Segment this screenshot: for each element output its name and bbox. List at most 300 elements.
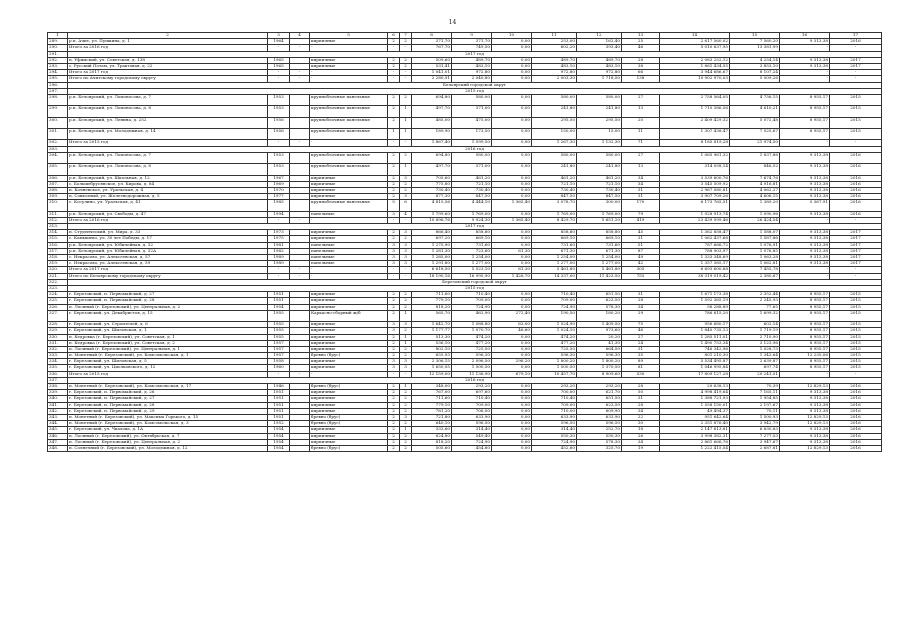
- table-cell: 2017: [830, 248, 882, 254]
- table-cell: 7 674,76: [730, 175, 780, 181]
- table-cell: 2016: [830, 427, 882, 433]
- table-cell: кирпичные: [310, 230, 388, 236]
- table-cell: 2017: [830, 261, 882, 267]
- table-cell: 724,90: [532, 304, 577, 310]
- table-cell: [290, 445, 310, 451]
- table-cell: 295,50: [532, 117, 577, 128]
- table-cell: 3: [400, 230, 412, 236]
- table-cell: 818,20: [412, 304, 452, 310]
- table-cell: кирпичные: [310, 346, 388, 352]
- table-cell: 293,20: [577, 384, 622, 390]
- table-cell: 1967: [268, 175, 290, 181]
- table-row: [48, 106, 882, 117]
- table-cell: 767,70: [412, 45, 452, 51]
- table-cell: 0,00: [492, 242, 532, 248]
- table-cell: панельные: [310, 242, 388, 248]
- table-cell: 1: [400, 117, 412, 128]
- table-cell: Итого за 2017 год: [68, 70, 268, 76]
- table-cell: 2: [400, 445, 412, 451]
- table-cell: 38: [622, 63, 660, 69]
- table-cell: -: [780, 217, 830, 223]
- table-cell: 0,00: [492, 384, 532, 390]
- table-cell: 2 617 560,02: [660, 39, 730, 45]
- table-cell: 2 710,90: [730, 334, 780, 340]
- table-cell: 1 267,30: [532, 140, 577, 146]
- table-cell: 1: [400, 310, 412, 321]
- table-cell: 332.: [48, 346, 68, 352]
- table-cell: 2016: [830, 181, 882, 187]
- table-cell: 2015: [830, 353, 882, 359]
- table-cell: 2016: [830, 396, 882, 402]
- table-cell: 787 666,72: [660, 242, 730, 248]
- table-cell: 2: [388, 445, 400, 451]
- table-cell: 2: [388, 181, 400, 187]
- table-cell: 4 756,15: [730, 94, 780, 105]
- table-cell: -: [830, 140, 882, 146]
- table-cell: крупноблочные панельные: [310, 164, 388, 175]
- table-cell: 609,90: [577, 408, 622, 414]
- table-cell: п. Совхозный, ул. Железнодорожная, д. 5: [68, 194, 268, 200]
- table-cell: 46,60: [492, 328, 532, 334]
- table-cell: 2: [388, 94, 400, 105]
- table-cell: 679,10: [492, 371, 532, 377]
- table-cell: -: [400, 273, 412, 279]
- table-cell: 1: [400, 164, 412, 175]
- table-cell: 725,50: [532, 346, 577, 352]
- table-cell: 1 642,70: [412, 322, 452, 328]
- table-cell: п. Студенческий, ул. Мира, д. 33: [68, 230, 268, 236]
- table-cell: 474,20: [532, 334, 577, 340]
- table-cell: 28: [622, 402, 660, 408]
- table-cell: 31: [622, 346, 660, 352]
- row-number: 323.: [48, 285, 68, 291]
- table-cell: 731,60: [577, 242, 622, 248]
- table-cell: 20 638,13: [660, 384, 730, 390]
- table-cell: 31: [622, 194, 660, 200]
- table-cell: 298.: [48, 94, 68, 105]
- table-cell: 3 942,79: [730, 421, 780, 427]
- table-cell: 2016: [830, 384, 882, 390]
- table-cell: 2: [388, 39, 400, 45]
- table-cell: 730,40: [532, 187, 577, 193]
- table-cell: 858,80: [532, 230, 577, 236]
- table-cell: 3 078,70: [532, 200, 577, 211]
- table-cell: 0,00: [492, 117, 532, 128]
- table-cell: 1952: [268, 421, 290, 427]
- table-cell: 6 618,50: [412, 267, 452, 273]
- table-cell: 866,40: [412, 230, 452, 236]
- table-cell: 1957: [268, 340, 290, 346]
- table-cell: 1955: [268, 310, 290, 321]
- table-cell: панельные: [310, 261, 388, 267]
- table-row: [48, 200, 882, 211]
- table-cell: 697,20: [412, 236, 452, 242]
- table-cell: -: [400, 267, 412, 273]
- table-cell: 333,60: [412, 427, 452, 433]
- table-cell: 336.: [48, 371, 68, 377]
- table-cell: -: [268, 217, 290, 223]
- table-cell: 710,40: [532, 292, 577, 298]
- table-cell: 295,50: [577, 117, 622, 128]
- table-cell: 0,00: [492, 194, 532, 200]
- table-cell: 318.: [48, 255, 68, 261]
- table-cell: 338.: [48, 384, 68, 390]
- table-cell: кирпичные: [310, 390, 388, 396]
- table-cell: 0,00: [492, 164, 532, 175]
- table-cell: 1954: [268, 427, 290, 433]
- table-cell: -: [830, 267, 882, 273]
- table-cell: 2015: [830, 94, 882, 105]
- table-cell: 0,00: [492, 152, 532, 163]
- table-cell: -: [400, 45, 412, 51]
- table-cell: 2: [388, 57, 400, 63]
- table-cell: 8 955,17: [780, 346, 830, 352]
- table-cell: кирпичные: [310, 408, 388, 414]
- table-cell: р.п. Белоярский, ул. Свободы, д. 47: [68, 211, 268, 217]
- table-cell: 49: [622, 255, 660, 261]
- table-cell: 1 800,20: [532, 359, 577, 365]
- table-cell: 9 313,38: [780, 261, 830, 267]
- table-cell: -: [388, 45, 400, 51]
- column-number: 3: [268, 33, 290, 39]
- table-cell: 5 523,10: [452, 267, 492, 273]
- table-cell: 8 955,17: [780, 322, 830, 328]
- table-cell: 9 313,38: [780, 248, 830, 254]
- table-row: [48, 94, 882, 105]
- table-cell: 1946: [268, 384, 290, 390]
- table-cell: 0,00: [492, 63, 532, 69]
- table-cell: с. Камышево, ул. 30 лет Победы, д. 17: [68, 236, 268, 242]
- table-cell: 393,40: [577, 45, 622, 51]
- table-cell: 38 319 019,42: [660, 273, 730, 279]
- table-cell: 1957: [268, 353, 290, 359]
- table-cell: 29: [622, 310, 660, 321]
- table-cell: 3: [388, 322, 400, 328]
- table-cell: 1973: [268, 230, 290, 236]
- table-cell: 1 769,00: [532, 211, 577, 217]
- table-cell: 41,30: [577, 340, 622, 346]
- table-cell: 2015: [830, 298, 882, 304]
- table-cell: 294.: [48, 70, 68, 76]
- table-cell: 63,00: [492, 322, 532, 328]
- table-cell: панельные: [310, 211, 388, 217]
- table-cell: 6 830,83: [730, 427, 780, 433]
- table-cell: -: [400, 140, 412, 146]
- table-cell: 9 313,38: [780, 439, 830, 445]
- table-cell: 4 998 419,64: [660, 390, 730, 396]
- table-cell: 346.: [48, 433, 68, 439]
- table-cell: 1 588,80: [452, 322, 492, 328]
- table-cell: 6: [400, 200, 412, 211]
- table-cell: 2015: [830, 117, 882, 128]
- table-cell: 31: [622, 187, 660, 193]
- table-cell: -: [830, 70, 882, 76]
- table-cell: 189,90: [412, 129, 452, 140]
- table-cell: -: [780, 76, 830, 82]
- table-cell: 1 650,55: [412, 365, 452, 371]
- table-cell: 1 041,01: [412, 70, 452, 76]
- table-cell: 2 352,44: [730, 292, 780, 298]
- table-cell: 343.: [48, 414, 68, 420]
- table-cell: 461,20: [452, 175, 492, 181]
- table-cell: Итого по Ачитскому городскому округу: [68, 76, 268, 82]
- table-cell: кирпичные: [310, 292, 388, 298]
- table-cell: -: [388, 140, 400, 146]
- table-cell: 580,00: [452, 152, 492, 163]
- table-cell: 621,70: [577, 390, 622, 396]
- table-cell: [290, 152, 310, 163]
- table-cell: крупноблочные панельные: [310, 117, 388, 128]
- table-cell: 296,20: [492, 359, 532, 365]
- table-cell: 1 062 437,66: [660, 236, 730, 242]
- table-cell: 331.: [48, 340, 68, 346]
- table-cell: 4 606,15: [730, 194, 780, 200]
- table-cell: 847,50: [532, 194, 577, 200]
- table-cell: 2: [400, 402, 412, 408]
- table-cell: 241,80: [577, 164, 622, 175]
- column-number: 16: [780, 33, 830, 39]
- table-cell: 34: [622, 181, 660, 187]
- table-cell: 2015: [830, 292, 882, 298]
- table-cell: 2: [388, 414, 400, 420]
- table-cell: 2015: [830, 310, 882, 321]
- table-cell: 2017: [830, 63, 882, 69]
- table-cell: 847,50: [452, 194, 492, 200]
- table-cell: 335.: [48, 365, 68, 371]
- table-cell: 329.: [48, 328, 68, 334]
- table-cell: 8 955,17: [780, 298, 830, 304]
- table-cell: 1 028,73: [730, 346, 780, 352]
- table-cell: 325.: [48, 298, 68, 304]
- table-cell: 1 837,86: [730, 152, 780, 163]
- table-cell: 300,00: [577, 200, 622, 211]
- table-cell: 8 955,17: [780, 334, 830, 340]
- table-cell: 3: [388, 255, 400, 261]
- table-cell: 1 409,50: [577, 322, 622, 328]
- table-cell: 31: [622, 236, 660, 242]
- table-cell: 549,40: [452, 433, 492, 439]
- table-cell: 497,70: [412, 106, 452, 117]
- table-cell: 17 809 127,28: [660, 371, 730, 377]
- table-cell: 1957: [268, 346, 290, 352]
- table-cell: 2: [388, 334, 400, 340]
- table-cell: 497,70: [412, 164, 452, 175]
- table-cell: кирпичные: [310, 322, 388, 328]
- table-cell: 28: [622, 298, 660, 304]
- table-cell: 9 313,38: [780, 187, 830, 193]
- table-cell: 1 277,00: [577, 261, 622, 267]
- table-cell: 9 313,38: [780, 39, 830, 45]
- table-cell: -: [310, 217, 388, 223]
- table-cell: 1 132,30: [577, 140, 622, 146]
- table-cell: -: [400, 217, 412, 223]
- table-cell: 1 277,00: [532, 261, 577, 267]
- table-cell: 2016: [830, 390, 882, 396]
- table-cell: 0,00: [492, 433, 532, 439]
- table-cell: Каркасно-сборный ж/б: [310, 310, 388, 321]
- table-cell: 293.: [48, 63, 68, 69]
- table-cell: 13 381,99: [730, 45, 780, 51]
- table-cell: панельные: [310, 255, 388, 261]
- table-cell: п. Кочневское, ул. Уральская, д. 4: [68, 187, 268, 193]
- table-cell: 2: [400, 152, 412, 163]
- table-cell: 42: [622, 261, 660, 267]
- table-cell: 461,20: [532, 175, 577, 181]
- table-cell: 1 365,40: [492, 200, 532, 211]
- table-cell: 2: [388, 408, 400, 414]
- table-cell: 475,00: [452, 117, 492, 128]
- table-cell: 1 343,64: [730, 353, 780, 359]
- table-cell: 0,00: [492, 129, 532, 140]
- table-cell: 1 928 913,74: [660, 211, 730, 217]
- table-cell: г. Березовский, п. Первомайский, д. 28: [68, 402, 268, 408]
- table-cell: 2015: [830, 359, 882, 365]
- table-cell: крупноблочные панельные: [310, 94, 388, 105]
- table-cell: 0,00: [492, 414, 532, 420]
- table-cell: 1 285 511,01: [660, 334, 730, 340]
- table-cell: п. Уфимский, ул. Советская, д. 138: [68, 57, 268, 63]
- table-cell: 3 853,10: [730, 63, 780, 69]
- table-cell: 3: [400, 414, 412, 420]
- table-cell: 2016: [830, 433, 882, 439]
- table-cell: 9 313,38: [780, 396, 830, 402]
- table-cell: 1965: [268, 63, 290, 69]
- table-cell: 2: [388, 194, 400, 200]
- table-cell: 0,00: [492, 187, 532, 193]
- table-cell: 4: [400, 211, 412, 217]
- table-cell: 2: [388, 353, 400, 359]
- table-cell: 26: [622, 433, 660, 439]
- table-cell: 9 313,38: [780, 63, 830, 69]
- table-cell: 1953: [268, 94, 290, 105]
- table-cell: 2016: [830, 414, 882, 420]
- table-cell: 1 718,50: [577, 76, 622, 82]
- table-cell: 289.: [48, 39, 68, 45]
- table-cell: г. Березовский, п. Первомайский, д. 29: [68, 408, 268, 414]
- table-cell: [290, 200, 310, 211]
- table-cell: 371,70: [452, 39, 492, 45]
- column-number: 6: [388, 33, 400, 39]
- table-cell: 700,00: [532, 390, 577, 396]
- table-cell: 721,10: [577, 181, 622, 187]
- column-number: 12: [577, 33, 622, 39]
- table-cell: 1 500,50: [532, 365, 577, 371]
- table-cell: 75: [622, 322, 660, 328]
- table-cell: 3: [400, 248, 412, 254]
- table-cell: 272,40: [492, 310, 532, 321]
- table-cell: 0,00: [492, 427, 532, 433]
- table-cell: 709,00: [452, 298, 492, 304]
- table-cell: -: [830, 76, 882, 82]
- table-cell: 596,30: [452, 353, 492, 359]
- table-cell: -: [268, 76, 290, 82]
- table-cell: -: [780, 371, 830, 377]
- table-cell: 531,41: [412, 63, 452, 69]
- table-cell: 2015: [830, 334, 882, 340]
- table-cell: 12 235,06: [780, 353, 830, 359]
- table-cell: 1 307 438,47: [660, 129, 730, 140]
- table-cell: 3: [400, 322, 412, 328]
- table-cell: 624,80: [412, 433, 452, 439]
- table-cell: 669,10: [452, 236, 492, 242]
- section-title: Белоярский городской округ: [68, 82, 882, 88]
- table-cell: 18: [622, 427, 660, 433]
- table-cell: 10 896,76: [412, 217, 452, 223]
- table-cell: кирпичные: [310, 359, 388, 365]
- table-cell: р.п. Белоярский, ул. Ломоносова, д. 7: [68, 94, 268, 105]
- table-cell: 13: [622, 106, 660, 117]
- table-cell: -: [310, 371, 388, 377]
- table-cell: 3: [400, 365, 412, 371]
- table-cell: -: [830, 217, 882, 223]
- table-cell: Итого за 2016 год: [68, 45, 268, 51]
- table-cell: 596,30: [532, 353, 577, 359]
- table-cell: 0,00: [492, 421, 532, 427]
- table-cell: 2 280,91: [412, 76, 452, 82]
- table-cell: 0,00: [492, 76, 532, 82]
- table-cell: 2: [388, 396, 400, 402]
- table-cell: 304.: [48, 152, 68, 163]
- table-cell: 1970: [268, 187, 290, 193]
- table-cell: 3: [388, 211, 400, 217]
- table-cell: 302.: [48, 140, 68, 146]
- table-cell: п. Лосиный (г. Березовский), ул. Центральная, д. 2: [68, 304, 268, 310]
- table-cell: 10 457,70: [532, 371, 577, 377]
- table-cell: с. Косулино, ул. Уральская, д. 41: [68, 200, 268, 211]
- table-cell: -: [780, 45, 830, 51]
- table-cell: 3: [388, 242, 400, 248]
- table-cell: 724,90: [532, 439, 577, 445]
- table-cell: 1956: [268, 129, 290, 140]
- table-cell: 2016: [830, 39, 882, 45]
- table-cell: 2 245,93: [730, 298, 780, 304]
- table-cell: 15,00: [577, 129, 622, 140]
- table-cell: 2015: [830, 322, 882, 328]
- table-cell: 2 003,30: [532, 76, 577, 82]
- table-cell: 316.: [48, 242, 68, 248]
- table-cell: Итого за 2015 год: [68, 371, 268, 377]
- table-cell: 23 439 599,46: [660, 217, 730, 223]
- table-cell: 28: [622, 384, 660, 390]
- table-cell: 315.: [48, 236, 68, 242]
- table-cell: 1965: [268, 57, 290, 63]
- table-cell: 2 861 666,76: [660, 439, 730, 445]
- table-cell: 371,00: [452, 164, 492, 175]
- table-cell: 170: [622, 200, 660, 211]
- table-cell: п. Лосиный (г. Березовский), ул. Центральная, д. 2: [68, 439, 268, 445]
- table-cell: 3: [388, 248, 400, 254]
- column-number: 10: [492, 33, 532, 39]
- table-cell: крупноблочные панельные: [310, 106, 388, 117]
- table-cell: -: [268, 70, 290, 76]
- table-cell: 0,00: [492, 230, 532, 236]
- table-cell: 0,00: [492, 106, 532, 117]
- table-cell: 1 370,50: [577, 365, 622, 371]
- table-cell: 651,50: [577, 292, 622, 298]
- table-cell: 3: [400, 175, 412, 181]
- table-cell: 3 539 600,76: [660, 175, 730, 181]
- table-cell: кирпичные: [310, 340, 388, 346]
- table-cell: 12 159,00: [412, 371, 452, 377]
- table-row: [48, 445, 882, 451]
- table-cell: 2016: [830, 408, 882, 414]
- table-cell: г. Березовский, ул. Декабристов, д. 15: [68, 310, 268, 321]
- table-cell: 2: [400, 328, 412, 334]
- table-cell: -: [290, 70, 310, 76]
- table-cell: 483,10: [452, 63, 492, 69]
- table-cell: -: [388, 76, 400, 82]
- table-cell: 19: [622, 445, 660, 451]
